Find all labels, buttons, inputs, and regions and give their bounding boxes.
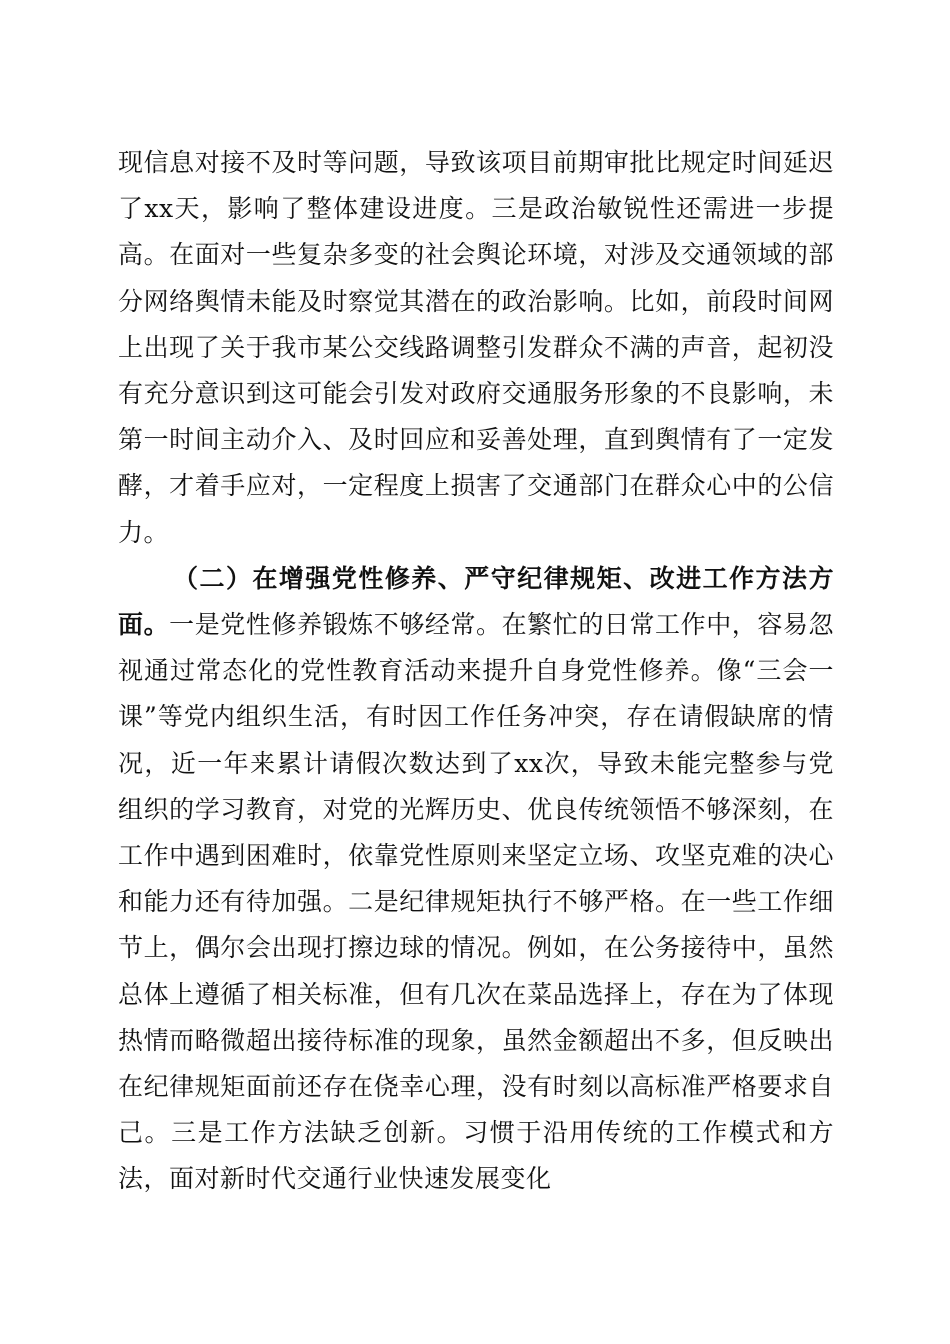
document-body — [118, 140, 834, 1203]
section-body: 一是党性修养锻炼不够经常。在繁忙的日常工作中，容易忽视通过常态化的党性教育活动来提升自身党性修养。像“三会一课”等党内组织生活，有时因工作任务冲突，存在请假缺席的情况，近一年来累计请假次数达到了xx次，导致未能完整参与党组织的学习教育，对党的光辉历史、优良传统领悟不够深刻，在工作中遇到困难时，依靠党性原则来坚定立场、攻坚克难的决心和能力还有待加强。二是纪律规矩执行不够严格。在一些工作细节上，偶尔会出现打擦边球的情况。例如，在公务接待中，虽然总体上遵循了相关标准，但有几次在菜品选择上，存在为了体现热情而略微超出接待标准的现象，虽然金额超出不多，但反映出在纪律规矩面前还存在侥幸心理，没有时刻以高标准严格要求自己。三是工作方法缺乏创新。习惯于沿用传统的工作模式和方法，面对新时代交通行业快速发展变化 — [118, 610, 834, 1194]
paragraph-continuation: 现信息对接不及时等问题，导致该项目前期审批比规定时间延迟了xx天，影响了整体建设进度。三是政治敏锐性还需进一步提高。在面对一些复杂多变的社会舆论环境，对涉及交通领域的部分网络舆情未能及时察觉其潜在的政治影响。比如，前段时间网上出现了关于我市某公交线路调整引发群众不满的声音，起初没有充分意识到这可能会引发对政府交通服务形象的不良影响，未第一时间主动介入、及时回应和妥善处理，直到舆情有了一定发酵，才着手应对，一定程度上损害了交通部门在群众心中的公信力。 — [118, 148, 834, 547]
paragraph-section-two — [118, 556, 834, 1203]
section-heading: （二）在增强党性修养、严守纪律规矩、改进工作方法方面。 — [118, 563, 834, 640]
